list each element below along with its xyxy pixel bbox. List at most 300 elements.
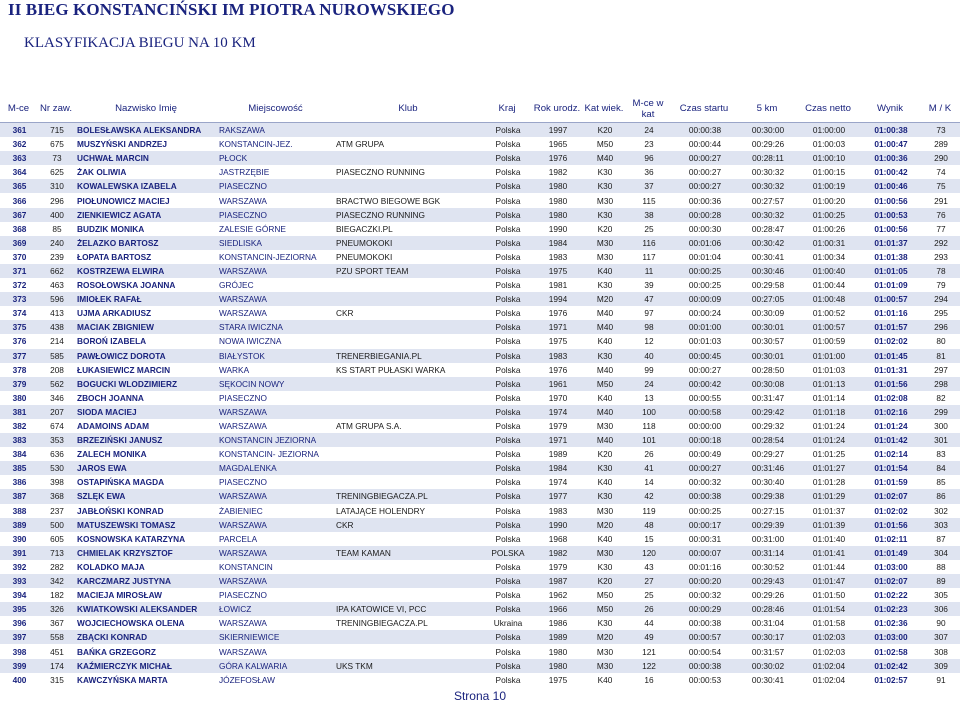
gender-place-cell: 76 (936, 209, 946, 220)
start-time-cell: 00:00:38 (688, 491, 722, 502)
country-cell: Polska (495, 590, 521, 601)
place-cell: 399 (12, 660, 27, 671)
place-cell: 372 (12, 280, 27, 291)
col-header-number: Nr zaw. (40, 103, 72, 114)
city-cell: WARKA (219, 364, 250, 375)
start-time-cell: 00:00:55 (688, 392, 722, 403)
5km-time-cell: 00:29:42 (751, 406, 785, 417)
net-time-cell: 01:00:19 (812, 181, 846, 192)
start-time-cell: 00:00:38 (688, 125, 722, 136)
city-cell: RAKSZAWA (219, 125, 265, 136)
start-time-cell: 00:00:36 (688, 195, 722, 206)
year-cell: 1989 (548, 632, 568, 643)
city-cell: KONSTANCIN- JEZIORNA (219, 449, 319, 460)
start-time-cell: 00:00:49 (688, 449, 722, 460)
country-cell: Polska (495, 251, 521, 262)
category-place-cell: 121 (642, 646, 656, 657)
category-cell: M30 (596, 251, 614, 262)
category-cell: K30 (597, 167, 613, 178)
result-cell: 01:01:42 (874, 435, 908, 446)
year-cell: 1968 (548, 533, 568, 544)
result-cell: 01:01:38 (874, 251, 908, 262)
number-cell: 353 (50, 435, 64, 446)
name-cell: KARCZMARZ JUSTYNA (77, 576, 172, 587)
country-cell: Polska (495, 449, 521, 460)
net-time-cell: 01:01:58 (812, 618, 846, 629)
net-time-cell: 01:02:04 (812, 674, 846, 685)
country-cell: Polska (495, 604, 521, 615)
country-cell: Polska (495, 223, 521, 234)
table-row (0, 447, 960, 461)
net-time-cell: 01:00:34 (812, 251, 846, 262)
country-cell: Polska (495, 477, 521, 488)
result-cell: 01:01:37 (874, 237, 908, 248)
start-time-cell: 00:01:06 (688, 237, 722, 248)
category-place-cell: 13 (644, 392, 654, 403)
result-cell: 01:00:53 (874, 209, 908, 220)
number-cell: 326 (50, 604, 64, 615)
net-time-cell: 01:01:50 (812, 590, 846, 601)
net-time-cell: 01:00:26 (812, 223, 846, 234)
5km-time-cell: 00:30:02 (751, 660, 785, 671)
category-place-cell: 14 (644, 477, 654, 488)
5km-time-cell: 00:28:47 (751, 223, 785, 234)
start-time-cell: 00:01:16 (688, 561, 722, 572)
result-cell: 01:00:57 (874, 294, 908, 305)
table-row (0, 475, 960, 489)
gender-place-cell: 89 (936, 576, 946, 587)
net-time-cell: 01:01:54 (812, 604, 846, 615)
result-cell: 01:01:05 (874, 265, 908, 276)
net-time-cell: 01:01:47 (812, 576, 846, 587)
start-time-cell: 00:00:29 (688, 604, 722, 615)
name-cell: MUSZYŃSKI ANDRZEJ (77, 139, 168, 150)
club-cell (334, 447, 482, 461)
name-cell: ŻAK OLIWIA (77, 167, 127, 178)
club-cell: PIASECZNO RUNNING (336, 167, 425, 178)
year-cell: 1977 (548, 491, 568, 502)
number-cell: 214 (50, 336, 64, 347)
5km-time-cell: 00:30:32 (751, 181, 785, 192)
5km-time-cell: 00:30:08 (751, 378, 785, 389)
5km-time-cell: 00:28:54 (751, 435, 785, 446)
year-cell: 1971 (548, 435, 568, 446)
category-cell: M40 (596, 322, 614, 333)
table-row (0, 419, 960, 433)
table-row (0, 673, 960, 687)
club-cell (334, 475, 482, 489)
year-cell: 1966 (548, 604, 568, 615)
net-time-cell: 01:00:52 (812, 308, 846, 319)
gender-place-cell: 301 (934, 435, 948, 446)
table-row (0, 193, 960, 207)
city-cell: WARSZAWA (219, 421, 267, 432)
year-cell: 1980 (548, 195, 568, 206)
club-cell: TEAM KAMAN (336, 547, 391, 558)
category-place-cell: 118 (642, 421, 656, 432)
city-cell: PIASECZNO (219, 392, 267, 403)
number-cell: 674 (50, 421, 64, 432)
place-cell: 387 (12, 491, 27, 502)
category-place-cell: 117 (642, 251, 656, 262)
name-cell: ZBĄCKI KONRAD (77, 632, 148, 643)
place-cell: 386 (12, 477, 27, 488)
5km-time-cell: 00:29:32 (751, 421, 785, 432)
net-time-cell: 01:00:40 (812, 265, 846, 276)
category-place-cell: 39 (644, 280, 654, 291)
net-time-cell: 01:01:41 (812, 547, 846, 558)
number-cell: 530 (50, 463, 64, 474)
gender-place-cell: 77 (936, 223, 946, 234)
5km-time-cell: 00:29:26 (751, 139, 785, 150)
gender-place-cell: 81 (936, 350, 946, 361)
city-cell: PŁOCK (219, 153, 248, 164)
country-cell: Polska (495, 167, 521, 178)
number-cell: 558 (50, 632, 64, 643)
col-header-name: Nazwisko Imię (115, 103, 177, 114)
table-row (0, 137, 960, 151)
category-cell: K40 (597, 533, 613, 544)
category-cell: M30 (596, 646, 614, 657)
city-cell: KONSTANCIN JEZIORNA (219, 435, 317, 446)
5km-time-cell: 00:27:15 (751, 505, 785, 516)
number-cell: 562 (50, 378, 64, 389)
place-cell: 366 (12, 195, 27, 206)
start-time-cell: 00:00:53 (688, 674, 722, 685)
5km-time-cell: 00:30:41 (751, 251, 785, 262)
5km-time-cell: 00:30:46 (751, 265, 785, 276)
city-cell: WARSZAWA (219, 294, 267, 305)
club-cell: ATM GRUPA (336, 139, 385, 150)
city-cell: BIAŁYSTOK (219, 350, 265, 361)
year-cell: 1976 (548, 364, 568, 375)
category-place-cell: 120 (642, 547, 656, 558)
gender-place-cell: 87 (936, 533, 946, 544)
city-cell: PIASECZNO (219, 477, 267, 488)
5km-time-cell: 00:30:52 (751, 561, 785, 572)
club-cell: CKR (336, 308, 354, 319)
country-cell: Polska (495, 181, 521, 192)
number-cell: 85 (52, 223, 62, 234)
5km-time-cell: 00:30:00 (751, 125, 785, 136)
category-place-cell: 27 (644, 576, 654, 587)
table-row (0, 602, 960, 616)
category-place-cell: 23 (644, 139, 654, 150)
net-time-cell: 01:00:20 (812, 195, 846, 206)
year-cell: 1981 (548, 280, 568, 291)
year-cell: 1962 (548, 590, 568, 601)
city-cell: WARSZAWA (219, 618, 267, 629)
place-cell: 390 (12, 533, 27, 544)
name-cell: MACIAK ZBIGNIEW (77, 322, 154, 333)
net-time-cell: 01:01:18 (812, 406, 846, 417)
gender-place-cell: 305 (934, 590, 948, 601)
year-cell: 1984 (548, 237, 568, 248)
net-time-cell: 01:00:10 (812, 153, 846, 164)
category-cell: K30 (597, 463, 613, 474)
number-cell: 237 (50, 505, 64, 516)
category-place-cell: 119 (642, 505, 656, 516)
category-place-cell: 15 (644, 533, 654, 544)
name-cell: JAROS EWA (77, 463, 127, 474)
name-cell: KOSTRZEWA ELWIRA (77, 265, 165, 276)
net-time-cell: 01:01:29 (812, 491, 846, 502)
name-cell: KOLADKO MAJA (77, 561, 145, 572)
start-time-cell: 00:00:25 (688, 505, 722, 516)
result-cell: 01:02:07 (874, 491, 908, 502)
country-cell: Polska (495, 491, 521, 502)
5km-time-cell: 00:30:01 (751, 322, 785, 333)
category-cell: K40 (597, 477, 613, 488)
net-time-cell: 01:00:03 (812, 139, 846, 150)
col-header-category: Kat wiek. (584, 103, 624, 114)
table-row (0, 222, 960, 236)
start-time-cell: 00:00:27 (688, 167, 722, 178)
category-place-cell: 97 (644, 308, 654, 319)
club-cell (334, 560, 482, 574)
place-cell: 364 (12, 167, 27, 178)
5km-time-cell: 00:31:04 (751, 618, 785, 629)
number-cell: 367 (50, 618, 64, 629)
gender-place-cell: 74 (936, 167, 946, 178)
number-cell: 585 (50, 350, 64, 361)
gender-place-cell: 298 (934, 378, 948, 389)
number-cell: 315 (50, 674, 64, 685)
net-time-cell: 01:01:25 (812, 449, 846, 460)
table-row (0, 616, 960, 630)
place-cell: 361 (12, 125, 27, 136)
year-cell: 1979 (548, 561, 568, 572)
name-cell: ROSOŁOWSKA JOANNA (77, 280, 176, 291)
club-cell: LATAJĄCE HOLENDRY (336, 505, 425, 516)
table-row (0, 334, 960, 348)
year-cell: 1976 (548, 308, 568, 319)
result-cell: 01:02:42 (874, 660, 908, 671)
category-cell: M40 (596, 364, 614, 375)
year-cell: 1989 (548, 449, 568, 460)
category-place-cell: 43 (644, 561, 654, 572)
place-cell: 377 (12, 350, 27, 361)
start-time-cell: 00:00:45 (688, 350, 722, 361)
city-cell: KONSTANCIN-JEZ. (219, 139, 293, 150)
table-row (0, 123, 960, 138)
place-cell: 378 (12, 364, 27, 375)
gender-place-cell: 294 (934, 294, 948, 305)
col-header-5km: 5 km (756, 103, 778, 114)
number-cell: 342 (50, 576, 64, 587)
country-cell: Polska (495, 195, 521, 206)
club-cell (334, 292, 482, 306)
category-cell: M40 (596, 435, 614, 446)
number-cell: 715 (50, 125, 64, 136)
5km-time-cell: 00:28:50 (751, 364, 785, 375)
5km-time-cell: 00:30:32 (751, 209, 785, 220)
country-cell: POLSKA (491, 547, 525, 558)
year-cell: 1982 (548, 547, 568, 558)
table-row (0, 236, 960, 250)
table-row (0, 518, 960, 532)
number-cell: 208 (50, 364, 64, 375)
gender-place-cell: 289 (934, 139, 948, 150)
name-cell: ŁUKASIEWICZ MARCIN (77, 364, 171, 375)
number-cell: 73 (52, 153, 62, 164)
start-time-cell: 00:00:20 (688, 576, 722, 587)
city-cell: WARSZAWA (219, 547, 267, 558)
result-cell: 01:02:22 (874, 590, 908, 601)
5km-time-cell: 00:29:43 (751, 576, 785, 587)
net-time-cell: 01:01:00 (812, 350, 846, 361)
5km-time-cell: 00:29:27 (751, 449, 785, 460)
table-row (0, 292, 960, 306)
name-cell: UJMA ARKADIUSZ (77, 308, 152, 319)
number-cell: 182 (50, 590, 64, 601)
category-place-cell: 98 (644, 322, 654, 333)
club-cell: ATM GRUPA S.A. (336, 421, 402, 432)
club-cell (334, 644, 482, 658)
number-cell: 207 (50, 406, 64, 417)
club-cell: PNEUMOKOKI (336, 251, 393, 262)
name-cell: UCHWAŁ MARCIN (77, 153, 149, 164)
category-cell: M30 (596, 505, 614, 516)
year-cell: 1983 (548, 505, 568, 516)
table-row (0, 151, 960, 165)
start-time-cell: 00:00:58 (688, 406, 722, 417)
gender-place-cell: 86 (936, 491, 946, 502)
start-time-cell: 00:00:24 (688, 308, 722, 319)
start-time-cell: 00:00:27 (688, 463, 722, 474)
name-cell: BOROŃ IZABELA (77, 336, 147, 347)
place-cell: 369 (12, 237, 27, 248)
result-cell: 01:01:31 (874, 364, 908, 375)
place-cell: 376 (12, 336, 27, 347)
gender-place-cell: 304 (934, 547, 948, 558)
results-body (0, 123, 960, 687)
5km-time-cell: 00:30:01 (751, 350, 785, 361)
table-row (0, 349, 960, 363)
city-cell: ZALESIE GÓRNE (219, 223, 286, 234)
category-place-cell: 25 (644, 590, 654, 601)
place-cell: 398 (12, 646, 27, 657)
number-cell: 346 (50, 392, 64, 403)
year-cell: 1984 (548, 463, 568, 474)
net-time-cell: 01:01:44 (812, 561, 846, 572)
result-cell: 01:01:45 (874, 350, 908, 361)
club-cell (334, 151, 482, 165)
category-place-cell: 24 (644, 378, 654, 389)
start-time-cell: 00:00:44 (688, 139, 722, 150)
gender-place-cell: 83 (936, 449, 946, 460)
name-cell: ZBOCH JOANNA (77, 392, 144, 403)
city-cell: PIASECZNO (219, 590, 267, 601)
start-time-cell: 00:00:18 (688, 435, 722, 446)
number-cell: 463 (50, 280, 64, 291)
table-row (0, 546, 960, 560)
net-time-cell: 01:01:24 (812, 435, 846, 446)
city-cell: ŻABIENIEC (219, 505, 263, 516)
name-cell: KAWCZYŃSKA MARTA (77, 674, 168, 685)
name-cell: BUDZIK MONIKA (77, 223, 145, 234)
city-cell: WARSZAWA (219, 195, 267, 206)
category-cell: K40 (597, 674, 613, 685)
result-cell: 01:01:49 (874, 547, 908, 558)
start-time-cell: 00:00:28 (688, 209, 722, 220)
place-cell: 380 (12, 392, 27, 403)
category-cell: K40 (597, 392, 613, 403)
year-cell: 1974 (548, 477, 568, 488)
gender-place-cell: 299 (934, 406, 948, 417)
category-cell: K20 (597, 576, 613, 587)
table-row (0, 179, 960, 193)
start-time-cell: 00:00:57 (688, 632, 722, 643)
number-cell: 662 (50, 265, 64, 276)
category-place-cell: 44 (644, 618, 654, 629)
name-cell: ZIENKIEWICZ AGATA (77, 209, 162, 220)
country-cell: Polska (495, 125, 521, 136)
net-time-cell: 01:02:03 (812, 632, 846, 643)
year-cell: 1975 (548, 674, 568, 685)
category-place-cell: 26 (644, 449, 654, 460)
place-cell: 381 (12, 406, 27, 417)
result-cell: 01:02:08 (874, 392, 908, 403)
number-cell: 438 (50, 322, 64, 333)
club-cell (334, 377, 482, 391)
category-place-cell: 40 (644, 350, 654, 361)
place-cell: 379 (12, 378, 27, 389)
country-cell: Polska (495, 322, 521, 333)
result-cell: 01:00:36 (874, 153, 908, 164)
city-cell: WARSZAWA (219, 576, 267, 587)
year-cell: 1974 (548, 406, 568, 417)
net-time-cell: 01:01:14 (812, 392, 846, 403)
club-cell (334, 123, 482, 138)
number-cell: 500 (50, 519, 64, 530)
start-time-cell: 00:00:32 (688, 590, 722, 601)
gender-place-cell: 309 (934, 660, 948, 671)
net-time-cell: 01:01:28 (812, 477, 846, 488)
year-cell: 1970 (548, 392, 568, 403)
5km-time-cell: 00:31:47 (751, 392, 785, 403)
name-cell: KAŹMIERCZYK MICHAŁ (77, 660, 172, 671)
gender-place-cell: 292 (934, 237, 948, 248)
category-cell: M50 (596, 604, 614, 615)
net-time-cell: 01:00:57 (812, 322, 846, 333)
category-cell: M50 (596, 590, 614, 601)
place-cell: 365 (12, 181, 27, 192)
start-time-cell: 00:00:38 (688, 618, 722, 629)
category-place-cell: 11 (644, 265, 654, 276)
5km-time-cell: 00:28:11 (752, 153, 784, 164)
city-cell: JÓZEFOSŁAW (219, 674, 275, 685)
club-cell (334, 673, 482, 687)
table-row (0, 433, 960, 447)
result-cell: 01:02:02 (874, 336, 908, 347)
place-cell: 382 (12, 421, 27, 432)
club-cell: PZU SPORT TEAM (336, 265, 409, 276)
club-cell: TRENERBIEGANIA.PL (336, 350, 422, 361)
5km-time-cell: 00:30:17 (751, 632, 785, 643)
result-cell: 01:02:36 (874, 618, 908, 629)
5km-time-cell: 00:29:39 (751, 519, 785, 530)
year-cell: 1965 (548, 139, 568, 150)
year-cell: 1983 (548, 350, 568, 361)
year-cell: 1997 (548, 125, 568, 136)
start-time-cell: 00:00:27 (688, 364, 722, 375)
number-cell: 400 (50, 209, 64, 220)
name-cell: CHMIELAK KRZYSZTOF (77, 547, 173, 558)
net-time-cell: 01:02:03 (812, 646, 846, 657)
name-cell: WOJCIECHOWSKA OLENA (77, 618, 185, 629)
result-cell: 01:02:16 (874, 406, 908, 417)
